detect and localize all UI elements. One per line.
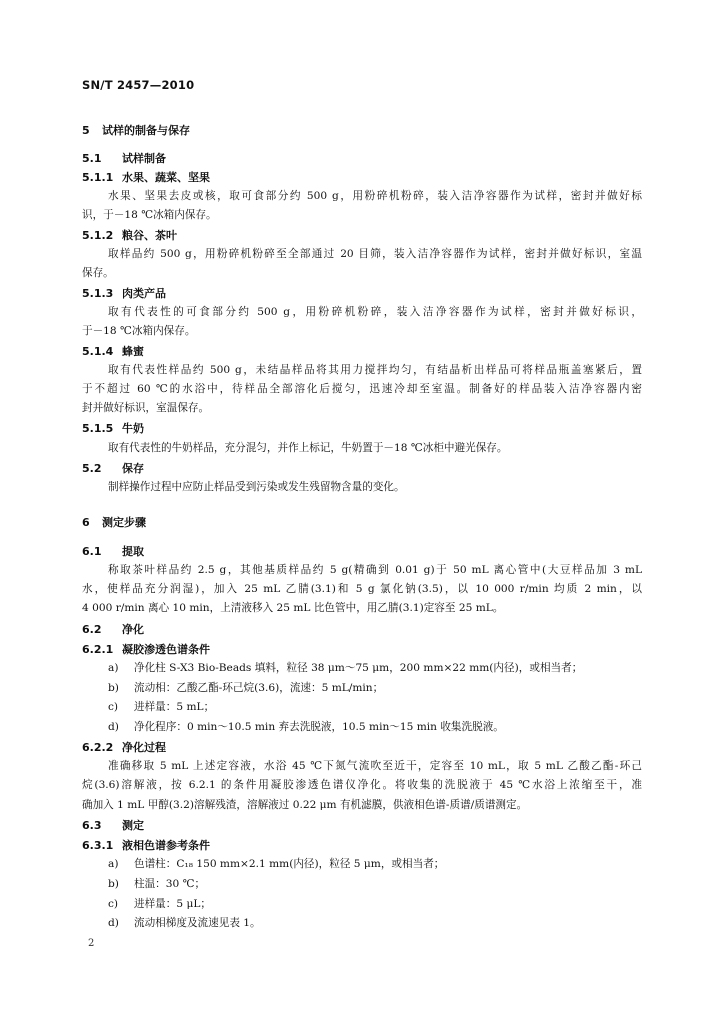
- paragraph-line: 制样操作过程中应防止样品受到污染或发生残留物含量的变化。: [108, 481, 405, 493]
- list-item: c) 进样量：5 μL；: [108, 898, 211, 910]
- subsection-heading: 5.2 保存: [82, 462, 144, 475]
- list-item: a) 色谱柱：C₁₈ 150 mm×2.1 mm(内径)，粒径 5 μm，或相当者；: [108, 858, 445, 870]
- list-item: b) 柱温：30 ℃；: [108, 878, 206, 890]
- subsection-heading: 6.2.1 凝胶渗透色谱条件: [82, 643, 210, 656]
- standard-number: SN/T 2457—2010: [82, 78, 195, 92]
- subsection-heading: 6.2 净化: [82, 623, 144, 636]
- list-item: a) 净化柱 S-X3 Bio-Beads 填料，粒径 38 μm～75 μm，200 mm×22 mm(内径)，或相当者；: [108, 662, 583, 674]
- paragraph-line: 取有代表性的牛奶样品，充分混匀，并作上标记，牛奶置于－18 ℃冰柜中避光保存。: [108, 442, 508, 454]
- list-item: d) 净化程序：0 min～10.5 min 弃去洗脱液，10.5 min～15 min 收集洗脱液。: [108, 721, 504, 733]
- subsection-heading: 5.1.3 肉类产品: [82, 287, 166, 300]
- paragraph-line: 识，于－18 ℃冰箱内保存。: [82, 209, 217, 221]
- list-item: c) 进样量：5 mL；: [108, 701, 215, 713]
- paragraph-line: 确加入 1 mL 甲醇(3.2)溶解残渣，溶解液过 0.22 μm 有机滤膜，供液相色谱-质谱/质谱测定。: [82, 799, 528, 811]
- list-item: d) 流动相梯度及流速见表 1。: [108, 917, 261, 929]
- subsection-heading: 5.1.2 粮谷、茶叶: [82, 229, 177, 242]
- paragraph-line: 准确移取 5 mL 上述定容液，水浴 45 ℃下氮气流吹至近干，定容至 10 mL，取 5 mL 乙酸乙酯-环己: [108, 760, 642, 772]
- paragraph-line: 取有代表性的可食部分约 500 g，用粉碎机粉碎，装入洁净容器作为试样，密封并做好标识，: [108, 306, 642, 318]
- paragraph-line: 封并做好标识，室温保存。: [82, 402, 210, 414]
- subsection-heading: 5.1.4 蜂蜜: [82, 345, 144, 358]
- paragraph-line: 取有代表性样品约 500 g，未结晶样品将其用力搅拌均匀，有结晶析出样品可将样品瓶盖塞紧后，置: [108, 364, 642, 376]
- subsection-heading: 6.3 测定: [82, 819, 144, 832]
- paragraph-line: 烷(3.6)溶解液，按 6.2.1 的条件用凝胶渗透色谱仪净化。将收集的洗脱液于 45 ℃水浴上浓缩至干，准: [82, 779, 642, 791]
- section-heading: 6 测定步骤: [82, 516, 146, 529]
- paragraph-line: 保存。: [82, 267, 114, 279]
- subsection-heading: 5.1 试样制备: [82, 152, 166, 165]
- paragraph-line: 于不超过 60 ℃的水浴中，待样品全部溶化后搅匀，迅速冷却至室温。制备好的样品装入洁净容器内密: [82, 383, 642, 395]
- paragraph-line: 于－18 ℃冰箱内保存。: [82, 325, 196, 337]
- subsection-heading: 5.1.1 水果、蔬菜、坚果: [82, 171, 210, 184]
- list-item: b) 流动相：乙酸乙酯-环己烷(3.6)，流速：5 mL/min；: [108, 682, 384, 694]
- subsection-heading: 6.2.2 净化过程: [82, 741, 166, 754]
- subsection-heading: 5.1.5 牛奶: [82, 422, 144, 435]
- paragraph-line: 取样品约 500 g，用粉碎机粉碎至全部通过 20 目筛，装入洁净容器作为试样，密封并做好标识，室温: [108, 248, 642, 260]
- section-heading: 5 试样的制备与保存: [82, 124, 190, 137]
- paragraph-line: 水果、坚果去皮或核，取可食部分约 500 g，用粉碎机粉碎，装入洁净容器作为试样，密封并做好标: [108, 190, 642, 202]
- paragraph-line: 水，使样品充分润湿)，加入 25 mL 乙腈(3.1)和 5 g 氯化钠(3.5)，以 10 000 r/min 均质 2 min，以: [82, 583, 642, 595]
- subsection-heading: 6.3.1 液相色谱参考条件: [82, 839, 210, 852]
- subsection-heading: 6.1 提取: [82, 545, 144, 558]
- page-number: 2: [88, 938, 95, 949]
- paragraph-line: 称取茶叶样品约 2.5 g，其他基质样品约 5 g(精确到 0.01 g)于 50 mL 离心管中(大豆样品加 3 mL: [108, 564, 642, 576]
- paragraph-line: 4 000 r/min 离心 10 min，上清液移入 25 mL 比色管中，用乙腈(3.1)定容至 25 mL。: [82, 602, 504, 614]
